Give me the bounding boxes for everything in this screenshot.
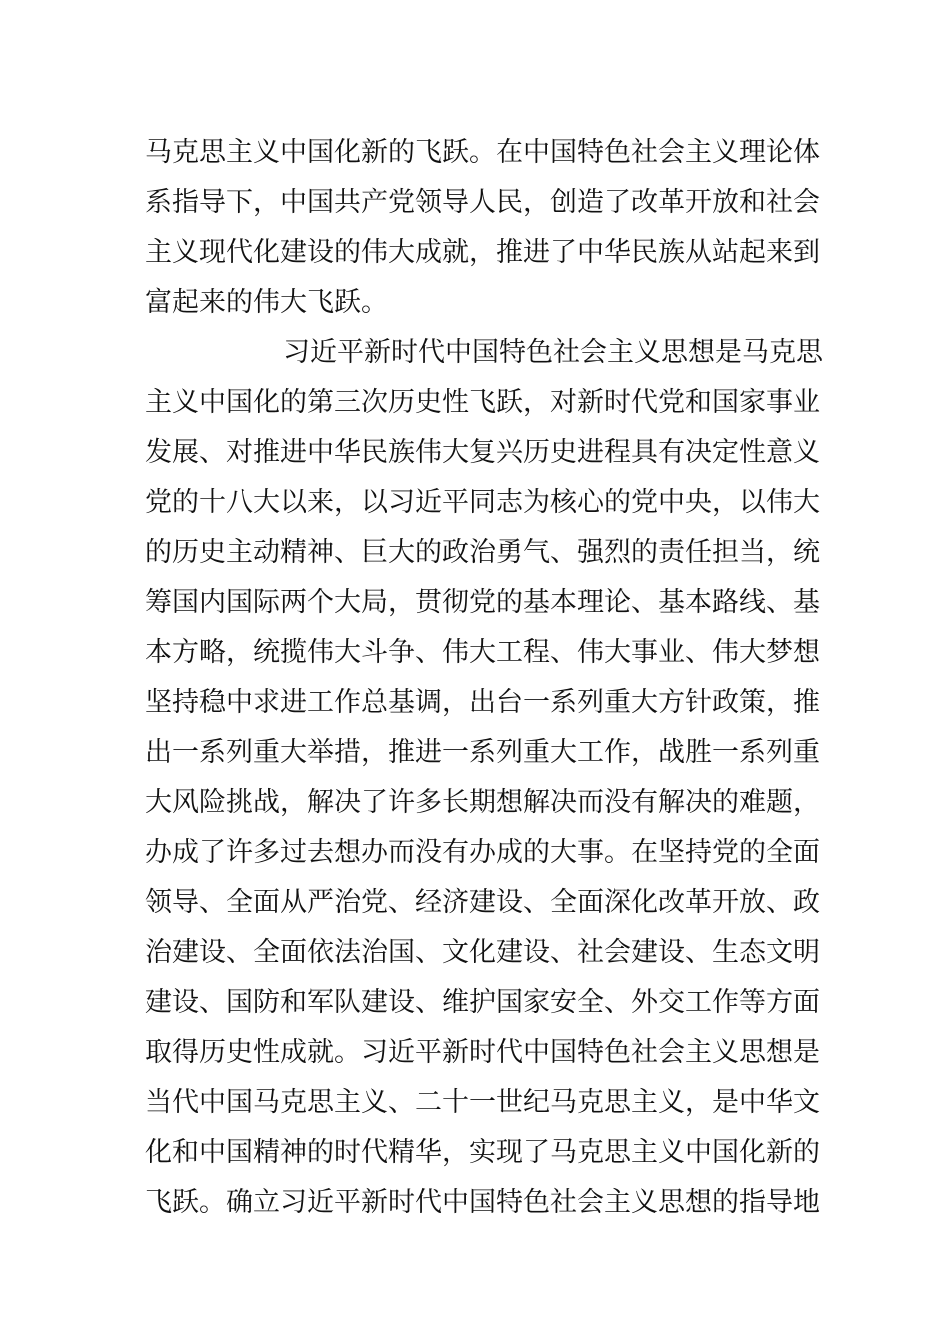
text-line: 当代中国马克思主义、二十一世纪马克思主义，是中华文: [145, 1087, 820, 1118]
text-line: 主义中国化的第三次历史性飞跃，对新时代党和国家事业: [145, 387, 820, 418]
text-line: 取得历史性成就。习近平新时代中国特色社会主义思想是: [145, 1037, 820, 1068]
document-body: [145, 128, 825, 1228]
text-line: 主义现代化建设的伟大成就，推进了中华民族从站起来到: [145, 237, 820, 268]
text-line: 坚持稳中求进工作总基调，出台一系列重大方针政策，推: [145, 687, 820, 718]
text-line: 出一系列重大举措，推进一系列重大工作，战胜一系列重: [145, 737, 820, 768]
paragraph-first-line: 习近平新时代中国特色社会主义思想是马克思: [283, 337, 823, 368]
text-line: 富起来的伟大飞跃。: [145, 287, 388, 318]
text-line: 本方略，统揽伟大斗争、伟大工程、伟大事业、伟大梦想: [145, 637, 820, 668]
text-line: 治建设、全面依法治国、文化建设、社会建设、生态文明: [145, 937, 820, 968]
text-line: 飞跃。确立习近平新时代中国特色社会主义思想的指导地: [145, 1187, 820, 1218]
text-line: 办成了许多过去想办而没有办成的大事。在坚持党的全面: [145, 837, 820, 868]
text-line: 筹国内国际两个大局，贯彻党的基本理论、基本路线、基: [145, 587, 820, 618]
text-line: 化和中国精神的时代精华，实现了马克思主义中国化新的: [145, 1137, 820, 1168]
text-line: 的历史主动精神、巨大的政治勇气、强烈的责任担当，统: [145, 537, 820, 568]
text-line: 领导、全面从严治党、经济建设、全面深化改革开放、政: [145, 887, 820, 918]
text-line: 系指导下，中国共产党领导人民，创造了改革开放和社会: [145, 187, 820, 218]
text-line: 党的十八大以来，以习近平同志为核心的党中央，以伟大: [145, 487, 820, 518]
text-line: 大风险挑战，解决了许多长期想解决而没有解决的难题，: [145, 787, 820, 818]
text-line: 马克思主义中国化新的飞跃。在中国特色社会主义理论体: [145, 137, 820, 168]
text-line: 建设、国防和军队建设、维护国家安全、外交工作等方面: [145, 987, 820, 1018]
text-line: 发展、对推进中华民族伟大复兴历史进程具有决定性意义: [145, 437, 820, 468]
